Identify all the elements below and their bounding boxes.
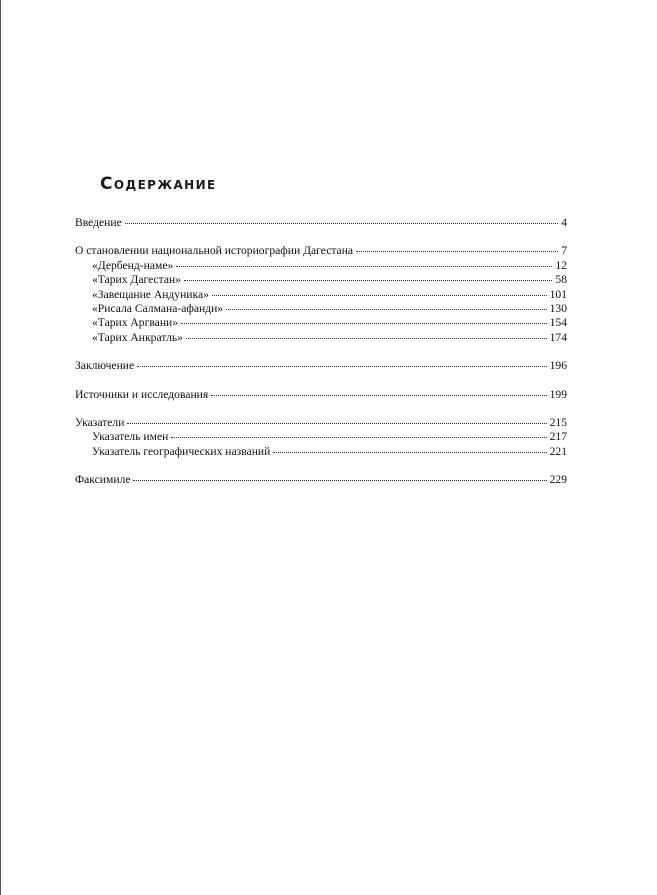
toc-entry-label: «Дербенд-наме» — [92, 258, 174, 272]
dot-leader — [184, 279, 552, 281]
toc-entry-label: «Тарих Дагестан» — [92, 273, 182, 287]
dot-leader — [137, 365, 546, 367]
toc-page-number: 217 — [549, 430, 567, 444]
dot-leader — [125, 222, 558, 224]
toc-entry[interactable] — [75, 388, 567, 402]
toc-page-number: 101 — [549, 287, 567, 301]
dot-leader — [226, 308, 547, 310]
dot-leader — [211, 394, 546, 396]
toc-entry-label: Введение — [75, 216, 122, 229]
toc-entry[interactable] — [75, 416, 567, 430]
toc-subentry[interactable] — [75, 331, 567, 345]
toc-entry-label: Указатель географических названий — [92, 444, 271, 458]
toc-page-number: 196 — [549, 359, 567, 373]
toc-entry[interactable] — [75, 244, 567, 258]
toc-entry-label: Указатели — [75, 415, 125, 429]
dot-leader — [171, 436, 546, 438]
toc-group — [75, 473, 567, 487]
toc-entry-label: О становлении национальной историографии Дагестана — [75, 244, 354, 258]
dot-leader — [212, 294, 547, 296]
toc-subentry[interactable] — [75, 316, 567, 330]
toc-subentry[interactable] — [75, 259, 567, 273]
toc-subentry[interactable] — [75, 302, 567, 316]
toc-subentry[interactable] — [75, 445, 567, 459]
toc-group — [75, 216, 567, 230]
dot-leader — [273, 451, 546, 453]
toc-page-number: 7 — [561, 244, 567, 258]
toc-entry-label: «Тарих Аргвани» — [92, 316, 179, 330]
toc-entry-label: «Рисала Салмана-афанди» — [92, 301, 224, 315]
toc-subentry[interactable] — [75, 273, 567, 287]
toc-page-number: 229 — [549, 473, 567, 487]
toc-entry-label: «Завещание Андуника» — [92, 287, 209, 301]
toc-page-number: 215 — [549, 415, 567, 429]
dot-leader — [127, 422, 546, 424]
toc-entry[interactable] — [75, 359, 567, 373]
toc-page-number: 154 — [549, 316, 567, 330]
toc-group — [75, 388, 567, 402]
page-title: Содержание — [100, 174, 217, 194]
toc-group — [75, 244, 567, 345]
toc-entry[interactable] — [75, 216, 567, 230]
toc-group — [75, 359, 567, 373]
toc-page-number: 12 — [555, 258, 567, 272]
toc-subentry[interactable] — [75, 288, 567, 302]
toc-entry-label: Заключение — [75, 359, 135, 373]
toc-page-number: 130 — [549, 301, 567, 315]
page-edge — [0, 0, 1, 895]
dot-leader — [356, 250, 558, 252]
toc-page-number: 58 — [555, 273, 567, 287]
toc-page-number: 174 — [549, 330, 567, 344]
toc-subentry[interactable] — [75, 430, 567, 444]
dot-leader — [176, 265, 552, 267]
dot-leader — [133, 479, 546, 481]
toc-page-number: 199 — [549, 387, 567, 401]
dot-leader — [186, 337, 547, 339]
dot-leader — [181, 322, 547, 324]
toc-entry[interactable] — [75, 473, 567, 487]
toc-page-number: 4 — [561, 216, 567, 229]
toc-entry-label: Факсимиле — [75, 473, 131, 487]
toc-entry-label: Источники и исследования — [75, 387, 209, 401]
toc-page-number: 221 — [549, 444, 567, 458]
table-of-contents — [75, 216, 567, 501]
toc-group — [75, 416, 567, 459]
toc-entry-label: «Тарих Анкратль» — [92, 330, 183, 344]
toc-entry-label: Указатель имен — [92, 430, 169, 444]
